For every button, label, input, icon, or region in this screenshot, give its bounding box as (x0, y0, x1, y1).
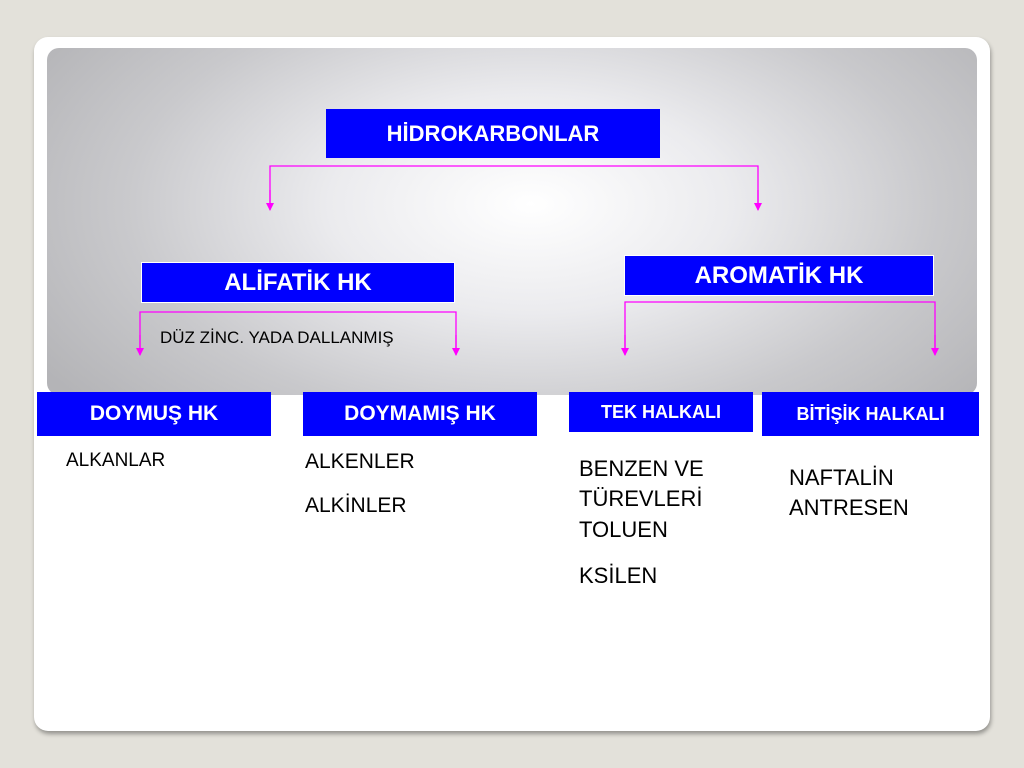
fused-ring-box: BİTİŞİK HALKALI (762, 392, 979, 436)
unsaturated-item-alkynes: ALKİNLER (305, 494, 407, 517)
single-ring-item-benzene: BENZEN VE (579, 456, 704, 481)
aliphatic-box: ALİFATİK HK (141, 262, 455, 303)
unsaturated-item-alkenes: ALKENLER (305, 450, 415, 473)
aromatic-box: AROMATİK HK (624, 255, 934, 296)
saturated-box: DOYMUŞ HK (37, 392, 271, 436)
unsaturated-box: DOYMAMIŞ HK (303, 392, 537, 436)
single-ring-item-derivatives: TÜREVLERİ (579, 486, 703, 511)
aliphatic-chain-note: DÜZ ZİNC. YADA DALLANMIŞ (160, 328, 394, 347)
single-ring-item-toluene: TOLUEN (579, 517, 668, 542)
single-ring-item-xylene: KSİLEN (579, 563, 658, 588)
aromatic-branch-connector (625, 302, 935, 353)
hydrocarbons-box: HİDROKARBONLAR (326, 109, 660, 158)
root-to-aliphatic-connector (270, 166, 758, 208)
fused-ring-item-anthracene: ANTRESEN (789, 495, 909, 520)
saturated-item-alkanes: ALKANLAR (66, 450, 166, 471)
single-ring-box: TEK HALKALI (569, 392, 753, 432)
fused-ring-item-naphthalene: NAFTALİN (789, 465, 894, 490)
